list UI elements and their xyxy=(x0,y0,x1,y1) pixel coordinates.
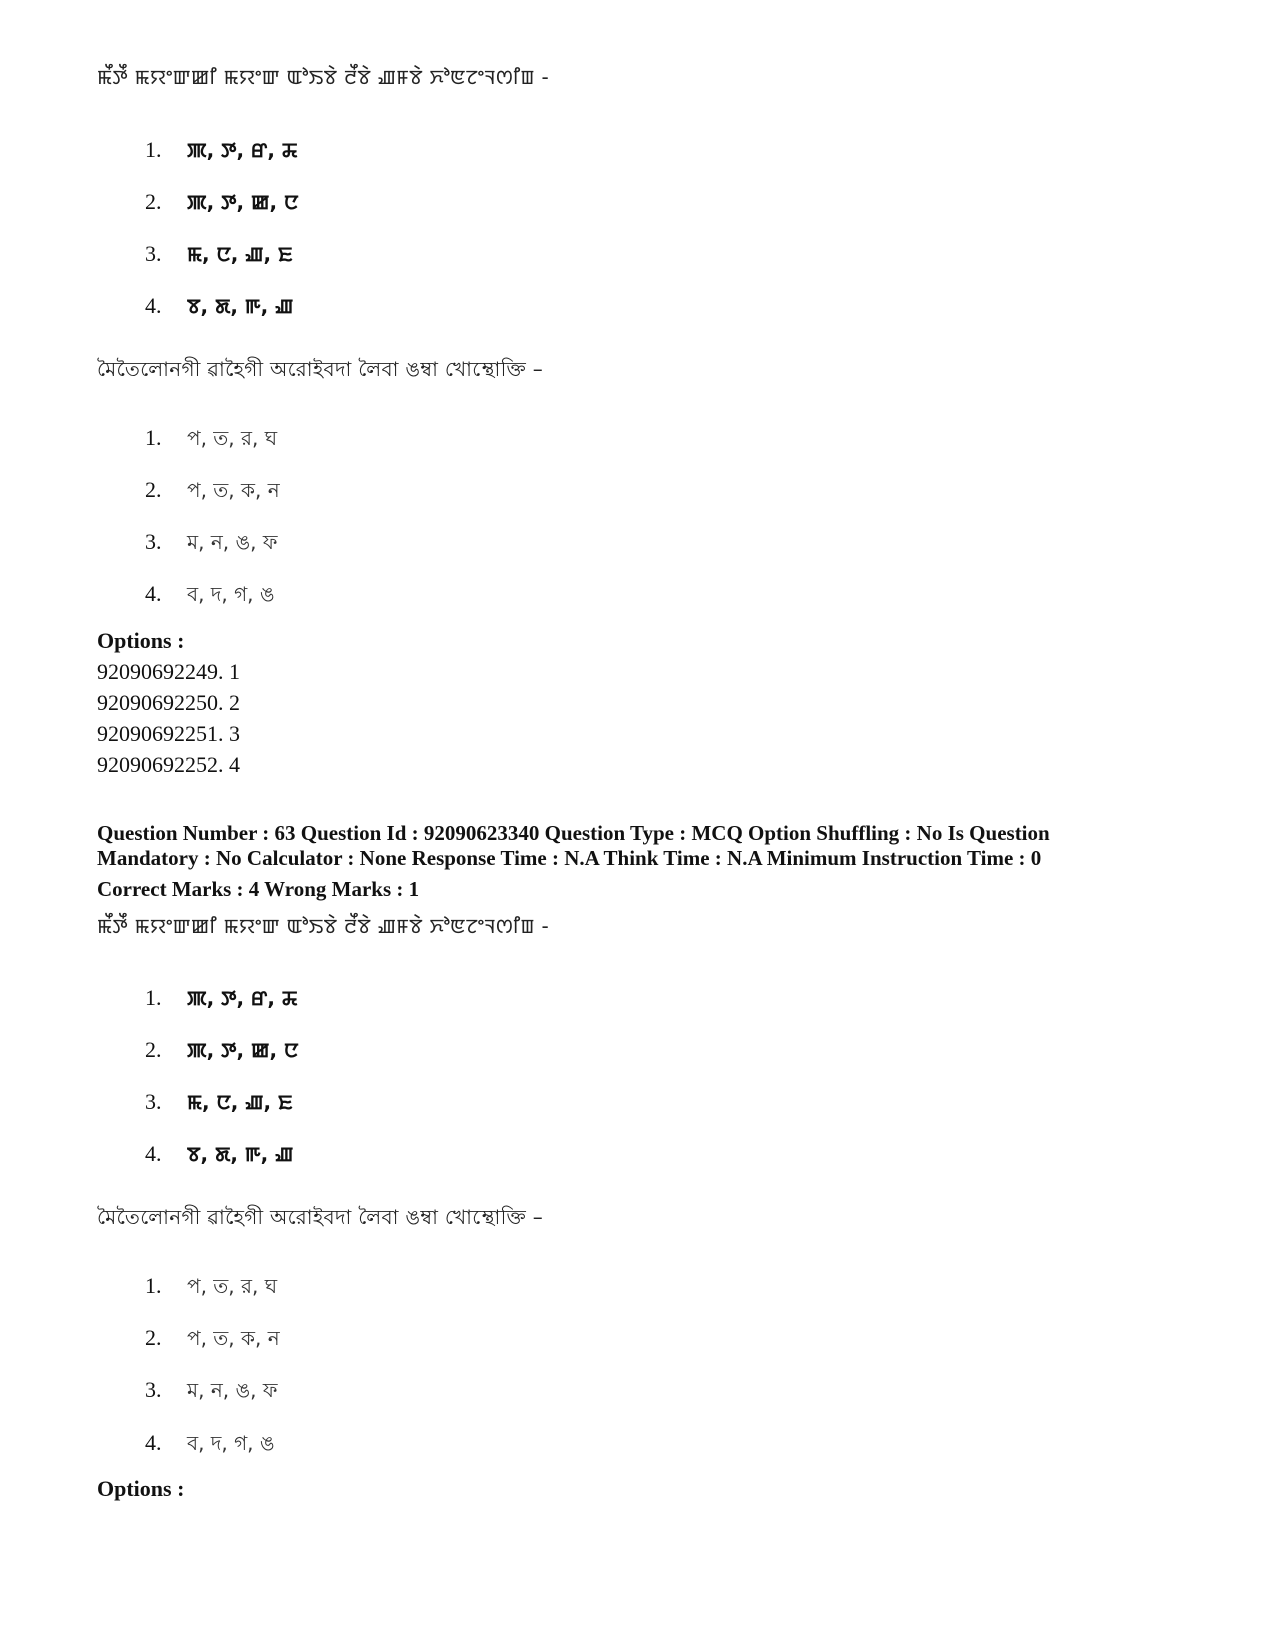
option-number: 3. xyxy=(145,529,162,554)
meetei-option-4 xyxy=(145,1141,293,1168)
option-number: 1. xyxy=(145,1273,162,1298)
bengali-option-4 xyxy=(145,580,275,613)
meetei-question-text: ꯃꯩꯇꯩ ꯃꯌꯦꯛꯀꯤ ꯃꯌꯦꯛ ꯑꯣꯏꯕꯥ ꯂꯩꯕꯥ ꯉꯝꯕꯥ ꯈꯣꯟꯖꯦꯜꯁꯤꯡ - xyxy=(97,914,549,938)
option-number: 4. xyxy=(145,1141,162,1166)
bengali-option-2 xyxy=(145,476,280,509)
option-value: প, ত, র, ঘ xyxy=(187,1274,278,1298)
question-meta-line-1: Question Number : 63 Question Id : 92090623340 Question Type : MCQ Option Shuffling : No Is Question xyxy=(97,821,1050,845)
option-value: ব, দ, গ, ঙ xyxy=(187,582,275,606)
bengali-option-3 xyxy=(145,528,277,561)
option-number: 1. xyxy=(145,137,162,162)
meetei-question-text: ꯃꯩꯇꯩ ꯃꯌꯦꯛꯀꯤ ꯃꯌꯦꯛ ꯑꯣꯏꯕꯥ ꯂꯩꯕꯥ ꯉꯝꯕꯥ ꯈꯣꯟꯖꯦꯜꯁꯤꯡ - xyxy=(97,65,549,89)
option-number: 4. xyxy=(145,293,162,318)
bengali-option-4 xyxy=(145,1429,275,1462)
option-id-line: 92090692251. 3 xyxy=(97,721,240,746)
option-number: 3. xyxy=(145,1377,162,1402)
option-id-line: 92090692250. 2 xyxy=(97,690,240,715)
question-meta-line-2: Mandatory : No Calculator : None Response Time : N.A Think Time : N.A Minimum Instruction Time : 0 xyxy=(97,846,1042,870)
meetei-option-1 xyxy=(145,985,298,1012)
option-value: প, ত, ক, ন xyxy=(187,1326,280,1350)
option-value: ম, ন, ঙ, ফ xyxy=(187,530,278,554)
option-value: ꯄ, ꯇ, ꯔ, ꯘ xyxy=(187,138,298,162)
bengali-option-1 xyxy=(145,1272,277,1305)
option-number: 2. xyxy=(145,189,162,214)
option-value: প, ত, ক, ন xyxy=(187,478,280,502)
bengali-question-text: মৈতৈলোনগী ৱাহৈগী অরোইবদা লৈবা ঙম্বা খোম্থোক্তি – xyxy=(97,1205,543,1229)
option-value: প, ত, র, ঘ xyxy=(187,426,278,450)
bengali-question-text: মৈতৈলোনগী ৱাহৈগী অরোইবদা লৈবা ঙম্বা খোম্থোক্তি – xyxy=(97,357,543,381)
option-number: 2. xyxy=(145,477,162,502)
options-label: Options : xyxy=(97,1476,185,1501)
meetei-option-3 xyxy=(145,241,293,268)
option-id-line: 92090692249. 1 xyxy=(97,659,240,684)
option-number: 3. xyxy=(145,1089,162,1114)
bengali-option-3 xyxy=(145,1376,277,1409)
meetei-option-3 xyxy=(145,1089,293,1116)
option-value: ꯃ, ꯅ, ꯉ, ꯐ xyxy=(187,242,293,266)
option-value: ꯄ, ꯇ, ꯀ, ꯅ xyxy=(187,190,299,214)
option-number: 2. xyxy=(145,1037,162,1062)
question-marks-line: Correct Marks : 4 Wrong Marks : 1 xyxy=(97,877,420,901)
option-value: ম, ন, ঙ, ফ xyxy=(187,1378,278,1402)
option-number: 1. xyxy=(145,425,162,450)
option-value: ꯕ, ꯗ, ꯒ, ꯉ xyxy=(187,294,294,318)
option-value: ব, দ, গ, ঙ xyxy=(187,1431,275,1455)
option-number: 3. xyxy=(145,241,162,266)
options-label: Options : xyxy=(97,628,185,653)
meetei-option-1 xyxy=(145,137,298,164)
option-number: 1. xyxy=(145,985,162,1010)
option-value: ꯄ, ꯇ, ꯀ, ꯅ xyxy=(187,1038,299,1062)
option-value: ꯕ, ꯗ, ꯒ, ꯉ xyxy=(187,1142,294,1166)
meetei-option-2 xyxy=(145,1037,298,1064)
option-value: ꯄ, ꯇ, ꯔ, ꯘ xyxy=(187,986,298,1010)
meetei-option-4 xyxy=(145,293,293,320)
option-number: 2. xyxy=(145,1325,162,1350)
option-number: 4. xyxy=(145,1430,162,1455)
option-value: ꯃ, ꯅ, ꯉ, ꯐ xyxy=(187,1090,293,1114)
meetei-option-2 xyxy=(145,189,298,216)
option-id-line: 92090692252. 4 xyxy=(97,752,240,777)
bengali-option-2 xyxy=(145,1324,280,1357)
bengali-option-1 xyxy=(145,424,277,457)
option-number: 4. xyxy=(145,581,162,606)
